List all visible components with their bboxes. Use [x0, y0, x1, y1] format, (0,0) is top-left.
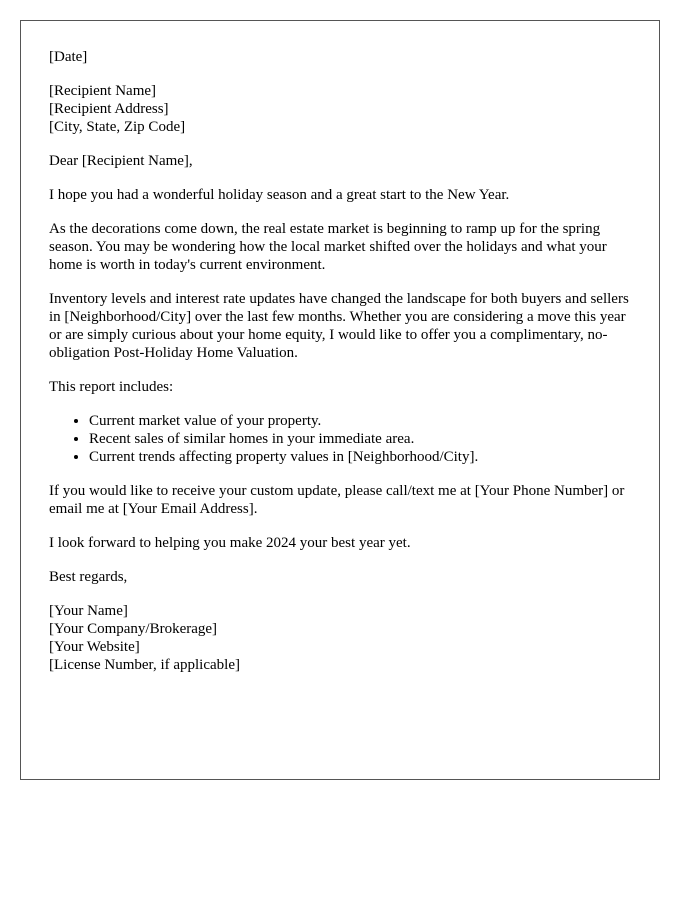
paragraph-report-intro: This report includes: [49, 379, 174, 395]
signature-company: [Your Company/Brokerage] [49, 621, 218, 637]
list-item: • Current trends affecting property values in [Neighborhood/City]. [89, 448, 631, 466]
paragraph-closing: I look forward to helping you make 2024 your best year yet. [49, 535, 411, 551]
recipient-name: [Recipient Name] [49, 83, 157, 99]
paragraph-greeting: I hope you had a wonderful holiday season and a great start to the New Year. [49, 187, 510, 203]
paragraph-valuation-offer: Inventory levels and interest rate updates have changed the landscape for both buyers and sellers in [Neighborhood/City] over the last few months. Whether you are considering a move this year or are simply curious about your home equity, I would like to offer you a complimentary, no-obligation Post-Holiday Home Valuation. [49, 291, 629, 361]
recipient-address: [Recipient Address] [49, 101, 169, 117]
letter-date: [Date] [49, 49, 88, 65]
paragraph-market-intro: As the decorations come down, the real estate market is beginning to ramp up for the spring season. You may be wondering how the local market shifted over the holidays and what your home is worth in today's current environment. [49, 221, 607, 273]
signature-block [49, 602, 631, 674]
signature-name: [Your Name] [49, 603, 128, 619]
list-item: • Current market value of your property. [89, 412, 631, 430]
letter-page [20, 20, 660, 780]
signature-website: [Your Website] [49, 639, 140, 655]
signature-license: [License Number, if applicable] [49, 657, 240, 673]
signoff: Best regards, [49, 569, 128, 585]
paragraph-contact: If you would like to receive your custom update, please call/text me at [Your Phone Number] or email me at [Your Email Address]. [49, 483, 625, 517]
recipient-block [49, 82, 631, 136]
report-items-list [49, 412, 631, 466]
list-item: • Recent sales of similar homes in your immediate area. [89, 430, 631, 448]
salutation: Dear [Recipient Name], [49, 153, 193, 169]
recipient-city-state-zip: [City, State, Zip Code] [49, 119, 186, 135]
